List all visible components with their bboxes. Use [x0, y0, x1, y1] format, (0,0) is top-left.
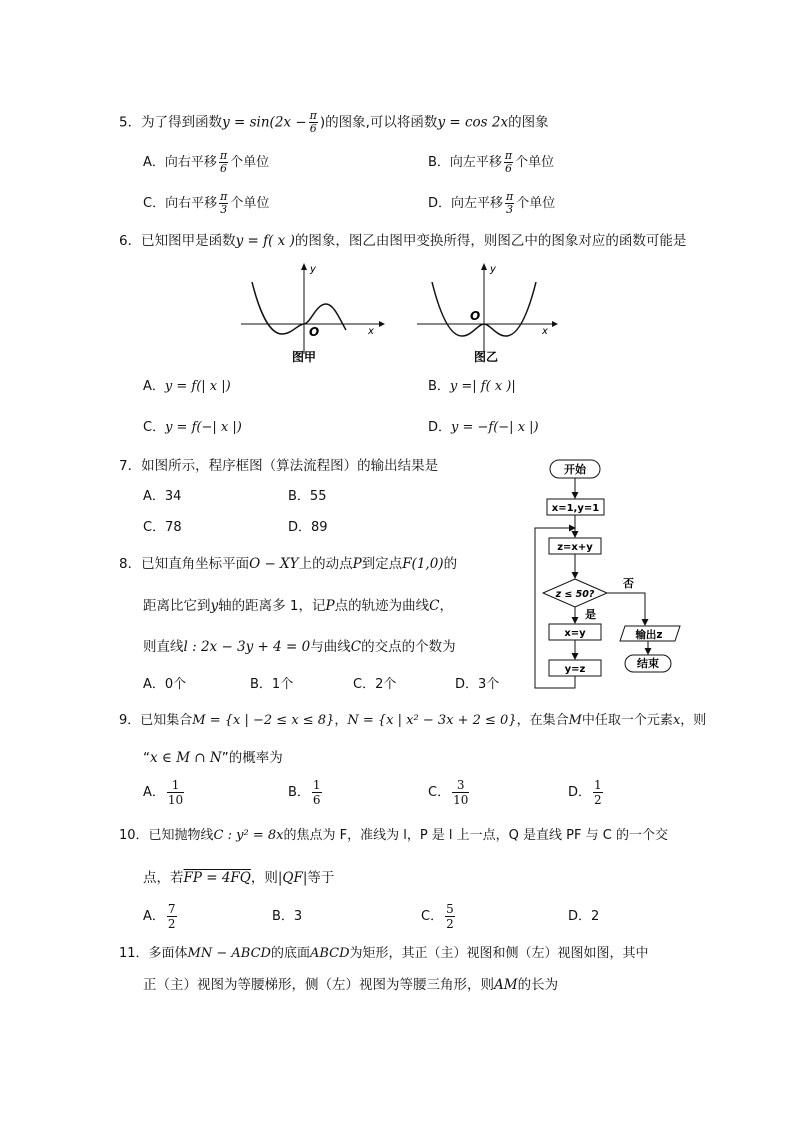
q8-line1: 8．已知直角坐标平面O − XY上的动点P到定点F(1,0)的 [119, 556, 458, 572]
svg-text:y=z: y=z [564, 664, 586, 675]
q6-option-a: A．y = f(| x |) [143, 379, 231, 394]
q8-line3: 则直线l : 2x − 3y + 4 = 0与曲线C的交点的个数为 [143, 639, 456, 655]
q5-option-c: C．向右平移 $\frac{\pi}{3}$ 个单位 [143, 190, 270, 216]
q5-stem: 5．为了得到函数y = sin(2x − $\frac{\pi}{6}$ )的图象,可以将函数y = cos 2x的图象 [119, 109, 549, 135]
q7-option-d: D．89 [288, 520, 328, 535]
q11-line1: 11．多面体MN − ABCD的底面ABCD为矩形，其正（主）视图和侧（左）视图如图，其中 [119, 946, 649, 961]
svg-text:z ≤ 50?: z ≤ 50? [555, 589, 595, 600]
q7-option-c: C．78 [143, 520, 182, 535]
q8-line2: 距离比它到y轴的距离多 1，记P点的轨迹为曲线C， [143, 598, 453, 614]
graph-jia [236, 258, 386, 366]
svg-text:z=x+y: z=x+y [557, 542, 593, 553]
origin-label: O [470, 309, 481, 323]
q6-option-b: B．y =| f( x )| [428, 379, 516, 394]
y-label: y [490, 264, 496, 275]
flowchart [530, 455, 705, 695]
fraction: $\frac{\pi}{6}$ [309, 109, 317, 135]
q7-option-b: B．55 [288, 489, 327, 504]
curve-jia [252, 282, 346, 334]
q5-option-a: A．向右平移 $\frac{\pi}{6}$ 个单位 [143, 149, 270, 175]
q8-option-d: D．3个 [455, 677, 500, 692]
q10-option-b: B．3 [272, 909, 303, 924]
svg-text:x=1,y=1: x=1,y=1 [551, 503, 600, 514]
q6-option-c: C．y = f(−| x |) [143, 420, 242, 435]
q9-option-b: B． $\frac{1}{6}$ [288, 778, 321, 807]
q6-stem: 6．已知图甲是函数y = f( x )的图象，图乙由图甲变换所得，则图乙中的图象对应的函数可能是 [119, 233, 687, 249]
q6-option-d: D．y = −f(−| x |) [428, 420, 539, 435]
q9-option-c: C． $\frac{3}{10}$ [428, 778, 469, 807]
svg-text:结束: 结束 [637, 657, 659, 670]
q10-line1: 10．已知抛物线C : y² = 8x的焦点为 F，准线为 l，P 是 l 上一点，Q 是直线 PF 与 C 的一个交 [119, 828, 668, 843]
svg-text:x=y: x=y [564, 628, 586, 639]
q7-stem: 7．如图所示，程序框图（算法流程图）的输出结果是 [119, 458, 439, 474]
svg-text:开始: 开始 [564, 463, 586, 476]
svg-text:输出z: 输出z [635, 629, 663, 641]
q8-option-b: B．1个 [250, 677, 294, 692]
svg-text:是: 是 [585, 608, 596, 621]
origin-label: O [309, 325, 320, 339]
q10-option-c: C． $\frac{5}{2}$ [421, 902, 454, 931]
q5-option-b: B．向左平移 $\frac{\pi}{6}$ 个单位 [428, 149, 555, 175]
caption-jia: 图甲 [292, 350, 317, 364]
q5-option-d: D．向左平移 $\frac{\pi}{3}$ 个单位 [428, 190, 556, 216]
q9-option-a: A． $\frac{1}{10}$ [143, 778, 184, 807]
y-label: y [310, 264, 316, 275]
q9-option-d: D． $\frac{1}{2}$ [568, 778, 602, 807]
q9-line1: 9．已知集合M = {x | −2 ≤ x ≤ 8}，N = {x | x² − 3x + 2 ≤ 0}，在集合M中任取一个元素x，则 [119, 713, 707, 728]
caption-yi: 图乙 [474, 350, 499, 364]
q8-option-c: C．2个 [353, 677, 397, 692]
q10-option-a: A． $\frac{7}{2}$ [143, 902, 176, 931]
q11-line2: 正（主）视图为等腰梯形，侧（左）视图为等腰三角形，则AM的长为 [143, 977, 559, 993]
svg-text:否: 否 [623, 577, 634, 590]
x-label: x [542, 326, 548, 337]
x-label: x [368, 326, 374, 337]
q9-line2: “x ∈ M ∩ N”的概率为 [143, 750, 283, 766]
q10-line2: 点，若FP = 4FQ，则|QF|等于 [143, 870, 335, 886]
graph-yi [412, 258, 562, 366]
q8-option-a: A．0个 [143, 677, 187, 692]
q10-option-d: D．2 [568, 909, 600, 924]
q7-option-a: A．34 [143, 489, 182, 504]
